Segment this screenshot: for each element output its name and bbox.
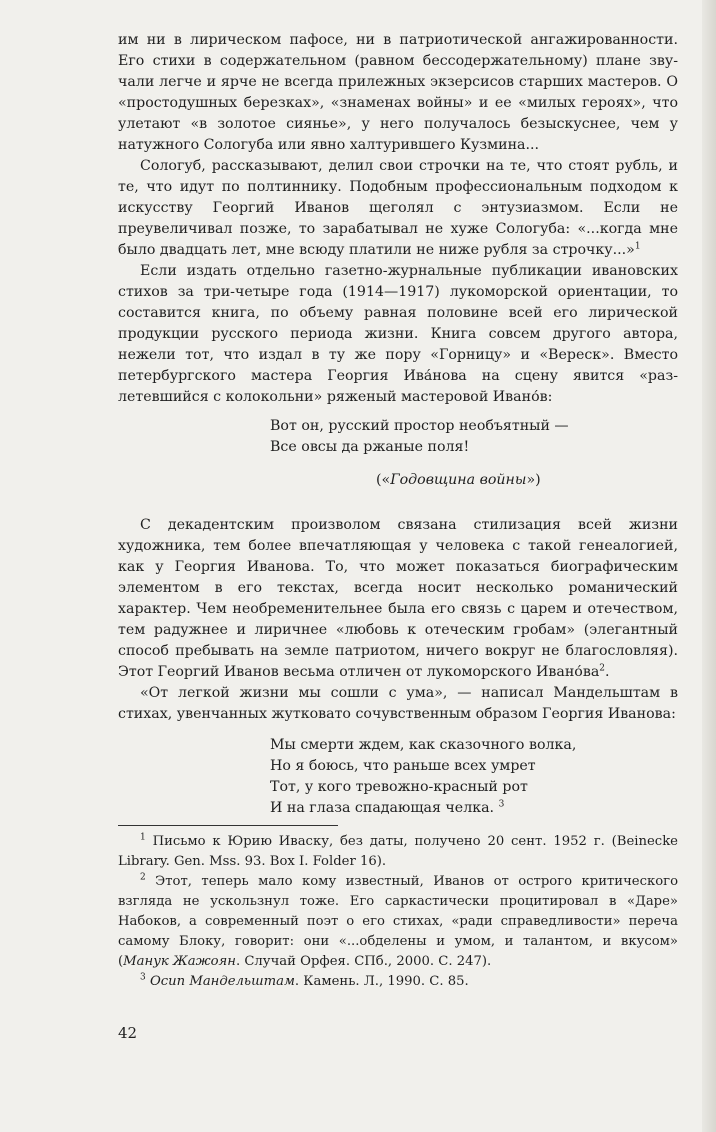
footnote-number: 1: [140, 832, 146, 843]
footnote-divider: [118, 825, 338, 826]
verse-line: Тот, у кого тревожно-красный рот: [270, 779, 528, 795]
footnote-2: $^2$ Этот, теперь мало кому известный, Иванов от острого критического взгляда не ускользнул тоже. Его саркастически процитировал в «Даре» Набоков, а современный поэт о его стихах, «ради справедливости» переча самому Блоку, говорит: они «...обделены и умом, и талантом, и вкусом» (Манук Жажоян. Случай Орфея. СПб., 2000. С. 247).: [118, 872, 679, 969]
footnote-ref-1[interactable]: 1: [634, 241, 641, 252]
paragraph-4: С декадентским произволом связана стилизация всей жизни художника, тем более впечатляющая у человека с такой генеалогией, как у Георгия Иванова. То, что может показаться биографическим элементом в его текстах, всегда носит несколько романический характер. Чем необременительнее была его связь с царем и отечеством, тем радужнее и лиричнее «любовь к отеческим гробам» (элегантный способ пребывать на земле патриотом, ничего вокруг не благословляя). Этот Георгий Иванов весьма отличен от лукоморского $Ивано́ва^2$.: [118, 517, 678, 680]
page-body: [118, 30, 678, 992]
paragraph-5: «От легкой жизни мы сошли с ума», — написал Мандельштам в стихах, увенчанных жутковато сочувственным образом Георгия Иванова:: [118, 685, 678, 722]
paragraph-3: Если издать отдельно газетно-журнальные публикации ивановских стихов за три-четыре года (1914—1917) лукоморской ориентации, то составится книга, по объему равная половине всей его лирической продукции русского периода жизни. Книга совсем другого автора, нежели тот, что издал в ту же пору «Горницу» и «Вереск». Вместо петербургского мастера Георгия Ива́нова на сцену явится «разлетевшийся с колокольни» ряженый мастеровой Ивано́в:: [118, 263, 678, 405]
footnote-number: 3: [140, 972, 146, 983]
paragraph-2: Сологуб, рассказывают, делил свои строчки на те, что стоят рубль, и те, что идут по полтиннику. Подобным профессиональным подходом к искусству Георгий Иванов щеголял с энтузиазмом. Если не преувеличивал позже, то зарабатывал не хуже Сологуба: «...когда мне было двадцать лет, мне всюду платили не ниже рубля за строчку...»$^1$: [118, 158, 678, 258]
footnote-number: 2: [140, 872, 146, 883]
footnote-author: Манук Жажоян: [123, 954, 236, 969]
verse-line: Все овсы да ржаные поля!: [270, 439, 470, 455]
footnote-author: Осип Мандельштам: [149, 974, 295, 989]
verse-source: («Годовщина войны»): [376, 472, 541, 488]
page-number: 42: [118, 1024, 138, 1042]
verse-line: Вот он, русский простор необъятный —: [270, 418, 569, 434]
footnote-3: $^3$ Осип Мандельштам. Камень. Л., 1990. С. 85.: [140, 972, 469, 989]
verse-quote-1: [270, 416, 678, 458]
footnotes: [118, 832, 678, 992]
page-edge-shadow: [702, 0, 716, 1132]
verse-line: Но я боюсь, что раньше всех умрет: [270, 758, 536, 774]
verse-quote-2: [270, 735, 678, 819]
verse-line: Мы смерти ждем, как сказочного волка,: [270, 737, 577, 753]
footnote-ref-2[interactable]: 2: [599, 663, 606, 674]
verse-line: И на глаза спадающая челка. $^3$: [270, 799, 505, 816]
footnote-1: $^1$ Письмо к Юрию Иваску, без даты, получено 20 сент. 1952 г. (Beinecke Library. Gen. Mss. 93. Box I. Folder 16).: [118, 832, 678, 869]
verse-source-title: Годовщина войны: [390, 472, 527, 488]
paragraph-1: им ни в лирическом пафосе, ни в патриотической ангажированности. Его стихи в содержательном (равном бессодержательному) плане звучали легче и ярче не всегда прилежных экзерсисов старших мастеров. О «простодушных березках», «знаменах войны» и ее «милых героях», что улетают «в золотое сиянье», у него получалось безыскуснее, чем у натужного Сологуба или явно халтурившего Кузмина...: [118, 32, 678, 153]
footnote-ref-3[interactable]: 3: [498, 799, 505, 810]
